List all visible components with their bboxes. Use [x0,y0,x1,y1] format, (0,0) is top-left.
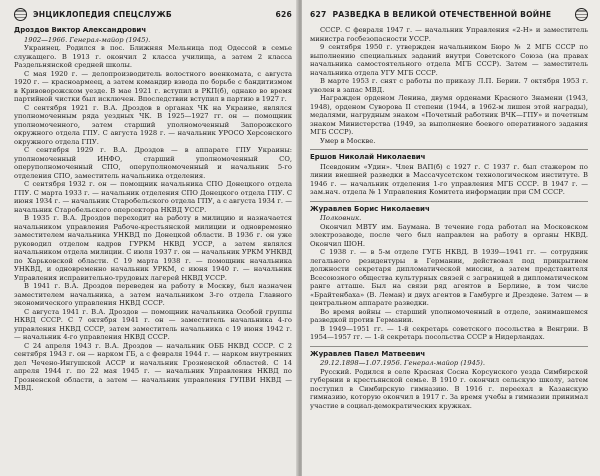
paragraph: С сентября 1932 г. он — помощник начальника СПО Донецкого отдела ГПУ. С марта 1933 г. — начальник отделения СПО Донецкого отдела ГПУ. С июня 1934 г. — начальник Старобельского отдела ГПУ, а с августа 1934 г. — начальник Старобельского оперсектора НКВД УССР. [14,180,292,214]
globe-icon [14,8,27,21]
paragraph: С августа 1941 г. В.А. Дроздов — помощник начальника Особой группы НКВД СССР. С 7 октября 1941 г. он — заместитель начальника 4-го управления НКВД СССР, затем заместитель начальника с 19 июня 1942 г. — начальник 4-го управления НКВД СССР. [14,307,292,341]
paragraph: С 24 апреля 1943 г. В.А. Дроздов — начальник ОББ НКВД СССР. С 2 сентября 1943 г. он — нарком ГБ, а с февраля 1944 г. — нарком внутренних дел Чечено-Ингушской АССР и начальник Грозненской областей. С 14 апреля 1944 г. по 22 мая 1945 г. — начальник Управления НКВД по Грозненской области, а затем — начальник управления ГУПВИ НКВД — МВД. [14,341,292,392]
paragraph: Окончил МВТУ им. Баумана. В течение года работал на Московском электрозаводе, после чего был направлен на работу в органы НКВД. Окончил ШОН. [310,222,588,248]
paragraph: 9 сентября 1950 г. утвержден начальником Бюро № 2 МГБ СССР по выполнению специальных заданий внутри Советского Союза (на правах начальника самостоятельного отдела МГБ СССР). Затем — заместитель начальника отдела УГУ МГБ СССР. [310,43,588,77]
entry-subtitle: 1902—1966. Генерал-майор (1945). [24,35,151,44]
paragraph: С сентября 1929 г. В.А. Дроздов — в аппарате ГПУ Украины: уполномоченный ИНФО, старший уполномоченный СО, оперуполномоченный СПО, оперуполномоченный и начальник 5-го отделения СПО, заместитель начальника отделения. [14,146,292,180]
paragraph: Во время войны — старший уполномоченный в отделе, занимавшемся разведкой против Германии. [310,307,588,324]
paragraph: Умер в Москве. [320,136,376,145]
entry-name: Журавлев Борис Николаевич [310,204,430,213]
paragraph: В 1941 г. В.А. Дроздов переведен на работу в Москву, был назначен заместителем начальника, а затем начальником 3-го отдела Главного экономического управления НКВД СССР. [14,282,292,307]
right-page-number: 627 [310,9,327,19]
entry-divider [310,346,588,347]
paragraph: Русский. Родился в селе Красная Сосна Корсунского уезда Симбирской губернии в крестьянской семье. В 1910 г. окончил сельскую школу, затем поступил в Симбирскую гимназию. В 1916 г. переехал в Казанскую гимназию, которую окончил в 1917 г. За время учебы в гимназии принимал участие в социал-демократических кружках. [310,367,588,410]
globe-icon [575,8,588,21]
right-page-header [310,6,588,22]
paragraph: Награжден орденом Ленина, двумя орденами Красного Знамени (1943, 1948), орденом Суворова II степени (1944, в 1962-м лишен этой награды), медалями, нагрудным знаком «Почетный работник ВЧК—ГПУ» и почетным знаком Министерства (1949, за выполнение боевого оперативного задания МГБ СССР). [310,94,588,136]
paragraph: С сентября 1921 г. В.А. Дроздов в органах ЧК на Украине, являлся уполномоченным ряда уездных ЧК. В 1925—1927 гг. он — помощник уполномоченного, затем старший уполномоченный Запорожского окружного отдела ГПУ. С августа 1928 г. — начальник УРОСО Херсонского окружного отдела ГПУ. [14,103,292,146]
right-header-title: РАЗВЕДКА В ВЕЛИКОЙ ОТЕЧЕСТВЕННОЙ ВОЙНЕ [332,9,552,19]
entry-name: Журавлев Павел Матвеевич [310,349,426,358]
left-header-title: ЭНЦИКЛОПЕДИЯ СПЕЦСЛУЖБ [33,9,172,19]
paragraph: С мая 1920 г. — делопроизводитель волостного военкомата, с августа 1920 г. — красноармеец, а затем командир взвода по борьбе с бандитизмом в Кривоворожском уезде. В мае 1921 г. вступил в РКП(б), однако во время партийной чистки был исключен. Впоследствии вступил в партию в 1927 г. [14,69,292,103]
left-page [0,0,298,476]
entry-name: Ершов Николай Николаевич [310,153,426,161]
entry-divider [310,201,588,202]
entry-subtitle: 29.12.1898—1.07.1956. Генерал-майор (1945). [320,359,485,367]
left-page-number: 626 [275,9,292,19]
left-page-header [14,6,292,22]
paragraph: СССР. С февраля 1947 г. — начальник Управления «2-Н» и заместитель министра госбезопасности УССР. [310,26,588,43]
left-page-text [14,26,292,393]
paragraph: В 1949—1951 гг. — 1-й секретарь советского посольства в Венгрии. В 1954—1957 гг. — 1-й секретарь посольства СССР в Нидерландах. [310,324,588,341]
entry-name: Дроздов Виктор Александрович [14,26,147,34]
paragraph: В марте 1953 г. снят с работы по приказу Л.П. Берии. 7 октября 1953 г. уволен в запас МВД. [310,77,588,94]
entry-subtitle: Полковник. [320,214,362,222]
paragraph: Украинец. Родился в пос. Ближняя Мельница под Одессой в семье служащего. В 1913 г. окончил 2 класса училища, а затем 2 класса Раздельнянской средней школы. [14,44,292,69]
right-page-text [310,26,588,410]
right-page [302,0,600,476]
paragraph: В 1935 г. В.А. Дроздов переходит на работу в милицию и назначается начальником управления Рабоче-крестьянской милиции и одновременно заместителем начальника УНКВД по Донецкой области. В 1936 г. он уже руководил отделом кадров ГУРКМ НКВД УССР, а затем являлся начальником отдела милиции. С июля 1937 г. он — начальник УРКМ УНКВД по Харьковской области. С 19 марта 1938 г. — помощник начальника УНКВД, и одновременно начальник УРКМ, с июня 1940 г. — начальник Управления исправительно-трудовых лагерей НКВД УССР. [14,214,292,282]
entry-divider [310,149,588,150]
paragraph: С 1938 г. — в 5-м отделе ГУГБ НКВД. В 1939—1941 гг. — сотрудник легального резидентуры в Германии, действовал под прикрытием должности секретаря дипломатической миссии, а затем представителя Всесоюзного общества культурных связей с заграницей в дипломатическом ранге атташе. Был на связи ряд агентов в Берлине, в том числе «Брайтенбаха» (В. Леман) и двух агентов в Гамбурге и Дрездене. Затем — в центральном аппарате разведки. [310,248,588,307]
paragraph: Псевдоним «Удин». Член ВАП(б) с 1927 г. С 1937 г. был стажером по линии внешней разведки в Массачусетском технологическом институте. В 1946 г. — начальник отделения 1-го управления МГБ СССР. В 1947 г. — зам.нач. отдела № 1 Управления Комитета информации при СМ СССР. [310,162,588,196]
